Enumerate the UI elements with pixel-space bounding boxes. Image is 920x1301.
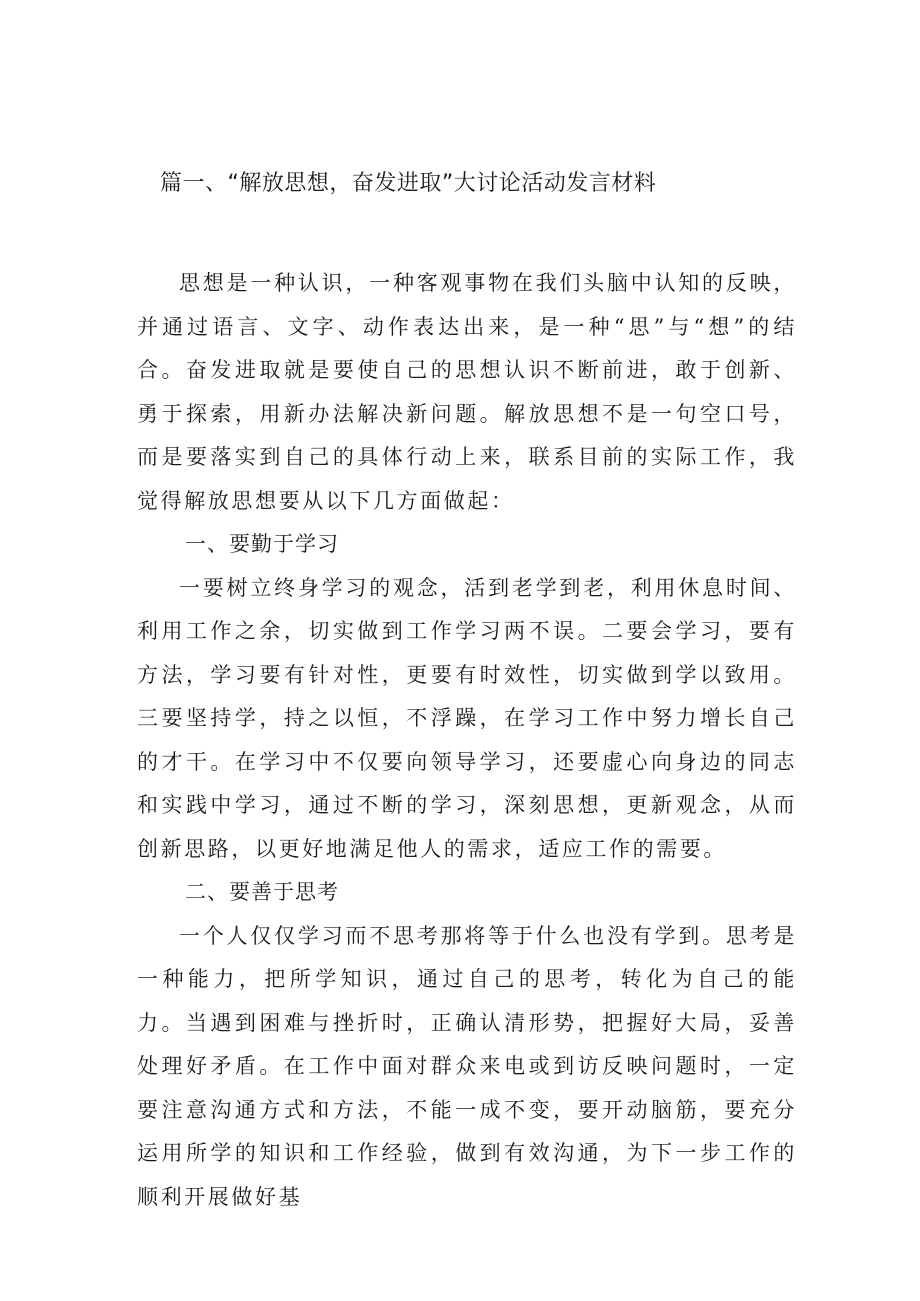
document-title: 篇一、“解放思想，奋发进取”大讨论活动发言材料 — [160, 171, 657, 196]
intro-paragraph: 思想是一种认识，一种客观事物在我们头脑中认知的反映，并通过语言、文字、动作表达出来，是一种“思”与“想”的结合。奋发进取就是要使自己的思想认识不断前进，敢于创新、勇于探索，用新办法解决新问题。解放思想不是一句空口号，而是要落实到自己的具体行动上来，联系目前的实际工作，我觉得解放思想要从以下几方面做起： — [137, 271, 797, 513]
section-paragraph-study: 一要树立终身学习的观念，活到老学到老，利用休息时间、利用工作之余，切实做到工作学习两不误。二要会学习，要有方法，学习要有针对性，更要有时效性，切实做到学以致用。三要坚持学，持之以恒，不浮躁，在学习工作中努力增长自己的才干。在学习中不仅要向领导学习，还要虚心向身边的同志和实践中学习，通过不断的学习，深刻思想，更新观念，从而创新思路，以更好地满足他人的需求，适应工作的需要。 — [137, 575, 797, 861]
section-paragraph-thinking: 一个人仅仅学习而不思考那将等于什么也没有学到。思考是一种能力，把所学知识，通过自己的思考，转化为自己的能力。当遇到困难与挫折时，正确认清形势，把握好大局，妥善处理好矛盾。在工作中面对群众来电或到访反映问题时，一定要注意沟通方式和方法，不能一成不变，要开动脑筋，要充分运用所学的知识和工作经验，做到有效沟通，为下一步工作的顺利开展做好基 — [137, 923, 797, 1209]
section-heading-study: 一、要勤于学习 — [185, 532, 339, 556]
section-heading-thinking: 二、要善于思考 — [185, 880, 339, 904]
document-body — [137, 262, 797, 1219]
